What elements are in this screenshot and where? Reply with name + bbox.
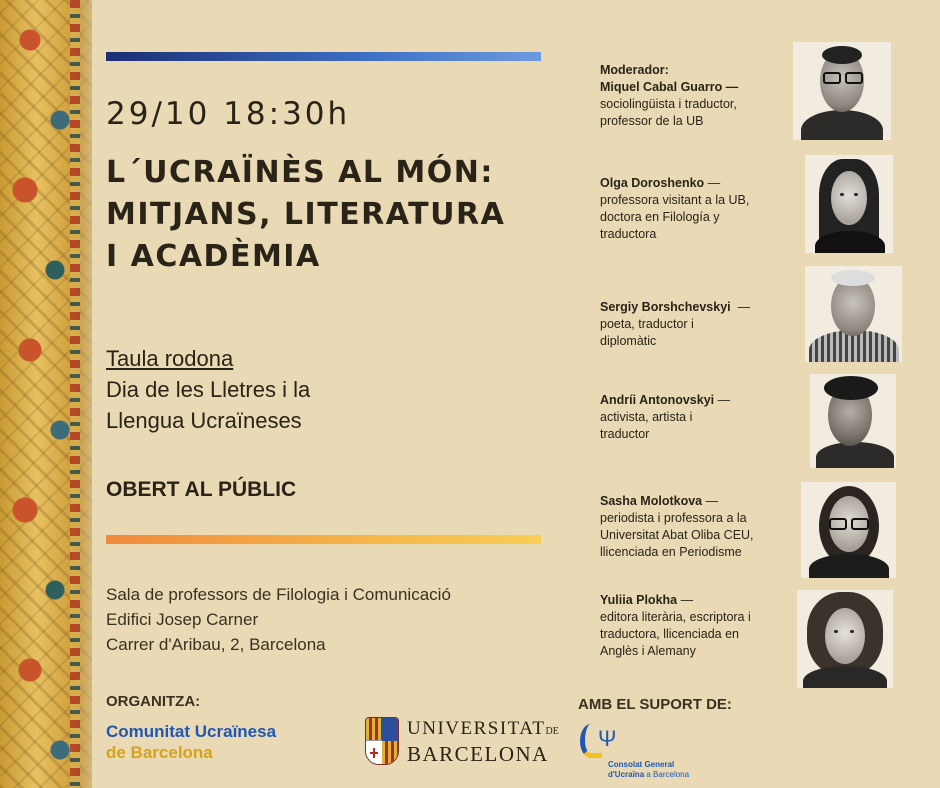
- access-note: OBERT AL PÚBLIC: [106, 478, 297, 501]
- speaker-name-line: Andríi Antonovskyi —: [600, 393, 731, 407]
- speaker-name-line: Yuliia Plokha —: [600, 593, 694, 607]
- speaker-name-line: Sergiy Borshchevskyi —: [600, 300, 751, 314]
- consulate-city: a Barcelona: [646, 770, 690, 779]
- ornament-stripe: [70, 0, 80, 788]
- speaker-item: [600, 299, 790, 350]
- speaker-name: Sergiy Borshchevskyi: [600, 300, 731, 314]
- speaker-name: Miquel Cabal Guarro: [600, 80, 723, 94]
- title-line: I ACADÈMIA: [106, 239, 321, 274]
- university-line1: [407, 718, 559, 743]
- event-datetime: 29/10 18:30h: [106, 96, 351, 132]
- speaker-name-line: Miquel Cabal Guarro —: [600, 80, 739, 94]
- speaker-desc: Anglès i Alemany: [600, 644, 696, 658]
- speaker-item: [600, 175, 790, 243]
- support-label: AMB EL SUPORT DE:: [578, 696, 732, 713]
- speaker-name-line: Olga Doroshenko —: [600, 176, 721, 190]
- speaker-desc: poeta, traductor i: [600, 317, 694, 331]
- speaker-name: Olga Doroshenko: [600, 176, 705, 190]
- venue-line: Sala de professors de Filologia i Comunicació: [106, 585, 451, 604]
- speaker-desc: activista, artista i: [600, 410, 693, 424]
- ornament-fade: [80, 0, 104, 788]
- speaker-desc: traductora, llicenciada en: [600, 627, 739, 641]
- event-type: Taula rodona: [106, 346, 234, 371]
- consulate-logo: [580, 720, 720, 780]
- venue-line: Edifici Josep Carner: [106, 610, 259, 629]
- speaker-photo: [810, 374, 896, 468]
- university-line2: BARCELONA: [407, 741, 549, 766]
- event-subtitle: [106, 343, 310, 436]
- organizer-name-line2: de Barcelona: [106, 743, 213, 762]
- speaker-role: Moderador:: [600, 63, 669, 77]
- organizer-name-line1: Comunitat Ucraïnesa: [106, 722, 277, 741]
- university-wordmark: [407, 718, 559, 765]
- speaker-desc: llicenciada en Periodisme: [600, 545, 742, 559]
- title-line: L´UCRAÏNÈS AL MÓN:: [106, 155, 494, 190]
- speaker-desc: editora literària, escriptora i: [600, 610, 751, 624]
- occasion-line: Dia de les Lletres i la: [106, 377, 311, 402]
- occasion-line: Llengua Ucraïneses: [106, 408, 302, 433]
- event-title: [106, 152, 566, 278]
- consulate-country: d'Ucraïna: [608, 770, 645, 779]
- speaker-name: Sasha Molotkova: [600, 494, 703, 508]
- speaker-desc: Universitat Abat Oliba CEU,: [600, 528, 754, 542]
- speaker-desc: traductora: [600, 227, 657, 241]
- speaker-desc: periodista i professora a la: [600, 511, 747, 525]
- title-line: MITJANS, LITERATURA: [106, 197, 506, 232]
- university-de: DE: [545, 725, 559, 737]
- university-word: UNIVERSITAT: [407, 717, 546, 739]
- speaker-name: Andríi Antonovskyi: [600, 393, 715, 407]
- consulate-line2: [608, 770, 689, 779]
- speaker-desc: professora visitant a la UB,: [600, 193, 750, 207]
- speaker-item: [600, 392, 790, 443]
- consulate-line1: Consolat General: [608, 760, 675, 769]
- speaker-photo: [805, 155, 893, 253]
- venue: [106, 582, 451, 657]
- university-logo: [365, 717, 559, 765]
- speaker-item: [600, 493, 790, 561]
- speaker-desc: professor de la UB: [600, 114, 704, 128]
- university-shield-icon: [365, 717, 399, 765]
- trident-icon: Ψ: [598, 726, 617, 751]
- organizer-name: [106, 721, 276, 763]
- speaker-desc: doctora en Filología y: [600, 210, 720, 224]
- speaker-desc: sociolingüista i traductor,: [600, 97, 737, 111]
- speaker-desc: traductor: [600, 427, 650, 441]
- speaker-photo: [805, 266, 902, 362]
- speaker-photo: [793, 42, 891, 140]
- speaker-name: Yuliia Plokha: [600, 593, 678, 607]
- blue-gradient-bar: [106, 52, 541, 61]
- orange-gradient-bar: [106, 535, 541, 544]
- speaker-photo: [801, 482, 896, 578]
- speaker-name-line: Sasha Molotkova —: [600, 494, 719, 508]
- speaker-item: [600, 592, 790, 660]
- speaker-photo: [797, 590, 893, 688]
- organizer-label: ORGANITZA:: [106, 693, 201, 710]
- speaker-moderator: [600, 62, 790, 130]
- venue-line: Carrer d'Aribau, 2, Barcelona: [106, 635, 326, 654]
- speaker-desc: diplomàtic: [600, 334, 657, 348]
